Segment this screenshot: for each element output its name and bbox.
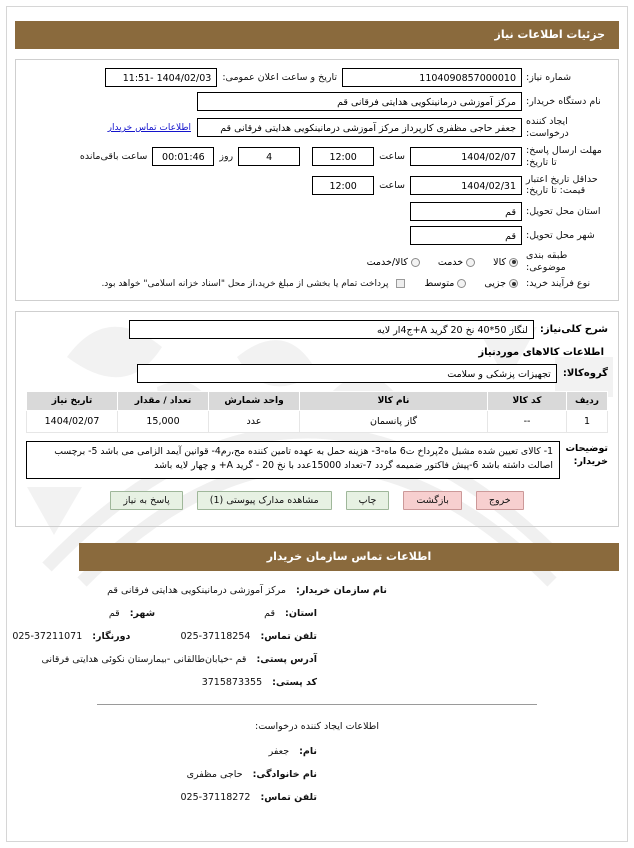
need-number-label: شماره نیاز: <box>526 71 572 83</box>
goods-group-label: گروه‌کالا: <box>562 367 608 379</box>
radio-icon[interactable] <box>411 258 420 267</box>
contact-phone-label: تلفن تماس: <box>260 630 317 642</box>
classification-option-label: خدمت <box>437 256 464 268</box>
action-buttons-row <box>26 491 608 510</box>
province-value: قم <box>410 202 522 221</box>
province-row <box>26 202 608 221</box>
contact-header-bar <box>79 543 619 571</box>
contact-fax-value: 025-37211071 <box>12 630 83 642</box>
requester-phone-label: تلفن تماس: <box>260 791 317 803</box>
days-remaining-value: 4 <box>238 147 300 166</box>
announce-label: تاریخ و ساعت اعلان عمومی: <box>222 72 337 83</box>
buyer-contact-link[interactable]: اطلاعات تماس خریدار <box>107 122 191 133</box>
contact-header-title: اطلاعات تماس سازمان خریدار <box>266 549 432 563</box>
contact-city-label: شهر: <box>129 607 156 619</box>
checkbox-icon[interactable] <box>396 279 405 288</box>
cell-name: گاز پانسمان <box>300 410 488 432</box>
purchase-type-option-label: متوسط <box>424 278 455 290</box>
need-number-value: 1104090857000010 <box>342 68 522 87</box>
view-attachments-button[interactable]: مشاهده مدارک پیوستی (1) <box>197 491 332 510</box>
radio-icon[interactable] <box>466 258 475 267</box>
classification-option-khedmat[interactable] <box>438 257 479 268</box>
deadline-date-value: 1404/02/07 <box>410 147 522 166</box>
purchase-type-option-motavaset[interactable] <box>424 278 470 289</box>
col-unit: واحد شمارش <box>209 391 300 410</box>
city-row <box>26 226 608 245</box>
summary-row <box>26 320 608 339</box>
creator-value: جعفر حاجی مظفری کارپرداز مرکز آموزشی درمانینکویی هدایتی فرقانی قم <box>197 118 522 137</box>
contact-postcode-label: کد پستی: <box>272 676 317 688</box>
classification-label: طبقه بندی موضوعی: <box>526 250 568 274</box>
cell-quantity: 15,000 <box>118 410 209 432</box>
purchase-type-label: نوع فرآیند خرید: <box>526 278 591 289</box>
page-frame <box>6 6 628 842</box>
classification-option-label: کالا <box>493 256 506 268</box>
purchase-type-option-label: جزیی <box>484 278 506 290</box>
details-header-bar <box>15 21 619 49</box>
requester-family-value: حاجی مظفری <box>186 768 243 780</box>
creator-row <box>26 116 608 140</box>
goods-panel <box>15 311 619 527</box>
validity-date-value: 1404/02/31 <box>410 176 522 195</box>
goods-table-header-row <box>27 391 608 410</box>
need-info-panel <box>15 59 619 301</box>
goods-section-title: اطلاعات کالاهای موردنیاز <box>478 346 604 358</box>
classification-option-kala-khedmat[interactable] <box>367 257 424 268</box>
requester-section-title: اطلاعات ایجاد کننده درخواست: <box>255 720 379 732</box>
contact-province-value: قم <box>264 607 276 619</box>
col-quantity: تعداد / مقدار <box>118 391 209 410</box>
requester-phone-value: 025-37118272 <box>180 791 251 803</box>
city-value: قم <box>410 226 522 245</box>
radio-icon[interactable] <box>509 279 518 288</box>
deadline-hour-label: ساعت <box>379 151 405 163</box>
description-block <box>26 441 608 479</box>
cell-need-date: 1404/02/07 <box>27 410 118 432</box>
requester-phone-row <box>7 792 627 803</box>
contact-address-value: قم -خیابان‌طالقانی -بیمارستان نکوئی هدایتی فرقانی <box>41 653 247 665</box>
print-button[interactable]: چاپ <box>346 491 390 510</box>
back-button[interactable]: بازگشت <box>403 491 461 510</box>
details-header-title: جزئیات اطلاعات نیاز <box>494 28 605 41</box>
purchase-type-options <box>87 278 522 289</box>
summary-value: لنگاز 50*40 نخ 20 گرید A+ج4ار لایه <box>129 320 534 339</box>
days-label: روز <box>219 151 234 163</box>
description-line-1: 1- کالای تعیین شده مشبل ه2پرداخ ت6 ماه-3- هزینه حمل به عهده تامین کننده مح،رم4- قوانین آیمد الزامی می باشد 5- برچسب <box>54 445 553 457</box>
description-label-line1: توضیحات <box>565 442 608 454</box>
contact-phone-row <box>7 631 627 642</box>
col-radif: ردیف <box>567 391 608 410</box>
goods-group-value: تجهیزات پزشکی و سلامت <box>137 364 557 383</box>
deadline-hour-value: 12:00 <box>312 147 374 166</box>
table-row <box>27 410 608 432</box>
requester-name-row <box>7 746 627 757</box>
time-remaining-label: ساعت باقی‌مانده <box>79 151 148 163</box>
contact-province-row <box>7 608 627 619</box>
treasury-bonds-label: پرداخت تمام یا بخشی از مبلغ خرید،از محل "اسناد خزانه اسلامی" خواهد بود. <box>101 278 389 289</box>
contact-org-row <box>7 585 627 596</box>
contact-phone-value: 025-37118254 <box>180 630 251 642</box>
requester-family-row <box>7 769 627 780</box>
requester-family-label: نام خانوادگی: <box>252 768 317 780</box>
respond-to-need-button[interactable]: پاسخ به نیاز <box>110 491 182 510</box>
contact-postcode-row <box>7 677 627 688</box>
purchase-type-option-jozei[interactable] <box>484 278 522 289</box>
contact-org-value: مرکز آموزشی درمانینکویی هدایتی فرقانی قم <box>107 584 287 596</box>
col-need-date: تاریخ نیاز <box>27 391 118 410</box>
contact-postcode-value: 3715873355 <box>201 676 263 688</box>
city-label: شهر محل تحویل: <box>526 229 595 241</box>
contact-info-section <box>7 571 627 803</box>
buyer-org-row <box>26 92 608 111</box>
description-text-box <box>26 441 560 479</box>
content-area <box>7 21 627 803</box>
summary-label: شرح کلی‌نیاز: <box>539 323 608 335</box>
deadline-label: مهلت ارسال پاسخ: تا تاریخ: <box>526 144 602 168</box>
purchase-type-row <box>26 278 608 290</box>
col-code: کد کالا <box>488 391 567 410</box>
creator-label: ایجاد کننده درخواست: <box>526 116 569 139</box>
cell-radif: 1 <box>567 410 608 432</box>
description-label <box>560 441 608 479</box>
contact-city-value: قم <box>108 607 120 619</box>
classification-row <box>26 250 608 274</box>
requester-name-label: نام: <box>299 745 317 757</box>
goods-group-row <box>26 364 608 383</box>
section-divider <box>97 704 537 705</box>
description-line-2: اصالت داشته باشد 6-پیش فاکتور ضمیمه گردد 7-تعداد 15000عدد با نخ 20 - گرید A+ و چهار لایه باشد <box>154 460 553 472</box>
cell-unit: عدد <box>209 410 300 432</box>
contact-address-row <box>7 654 627 665</box>
requester-name-value: جعفر <box>268 745 290 757</box>
classification-option-kala[interactable] <box>493 257 522 268</box>
radio-icon[interactable] <box>509 258 518 267</box>
buyer-org-value: مرکز آموزشی درمانینکویی هدایتی فرقانی قم <box>197 92 522 111</box>
description-label-line2: خریدار: <box>573 455 608 467</box>
province-label: استان محل تحویل: <box>526 205 601 217</box>
time-remaining-value: 00:01:46 <box>152 147 214 166</box>
announce-value: 1404/02/03 -11:51 <box>105 68 217 87</box>
contact-province-label: استان: <box>285 607 317 619</box>
validity-label: حداقل تاریخ اعتبار قیمت: تا تاریخ: <box>526 173 598 197</box>
need-number-row <box>26 68 608 87</box>
cell-code: -- <box>488 410 567 432</box>
contact-address-label: آدرس پستی: <box>256 653 317 665</box>
radio-icon[interactable] <box>457 279 466 288</box>
contact-fax-label: دورنگار: <box>92 630 131 642</box>
validity-row <box>26 174 608 198</box>
buyer-org-label: نام دستگاه خریدار: <box>526 95 601 107</box>
goods-table <box>26 391 608 433</box>
classification-option-label: کالا/خدمت <box>366 256 408 268</box>
col-name: نام کالا <box>300 391 488 410</box>
deadline-row <box>26 145 608 169</box>
validity-hour-value: 12:00 <box>312 176 374 195</box>
exit-button[interactable]: خروج <box>476 491 524 510</box>
classification-options <box>353 257 522 268</box>
validity-hour-label: ساعت <box>379 179 405 191</box>
contact-org-label: نام سازمان خریدار: <box>296 584 387 596</box>
treasury-bonds-checkbox-wrap[interactable] <box>101 279 410 289</box>
